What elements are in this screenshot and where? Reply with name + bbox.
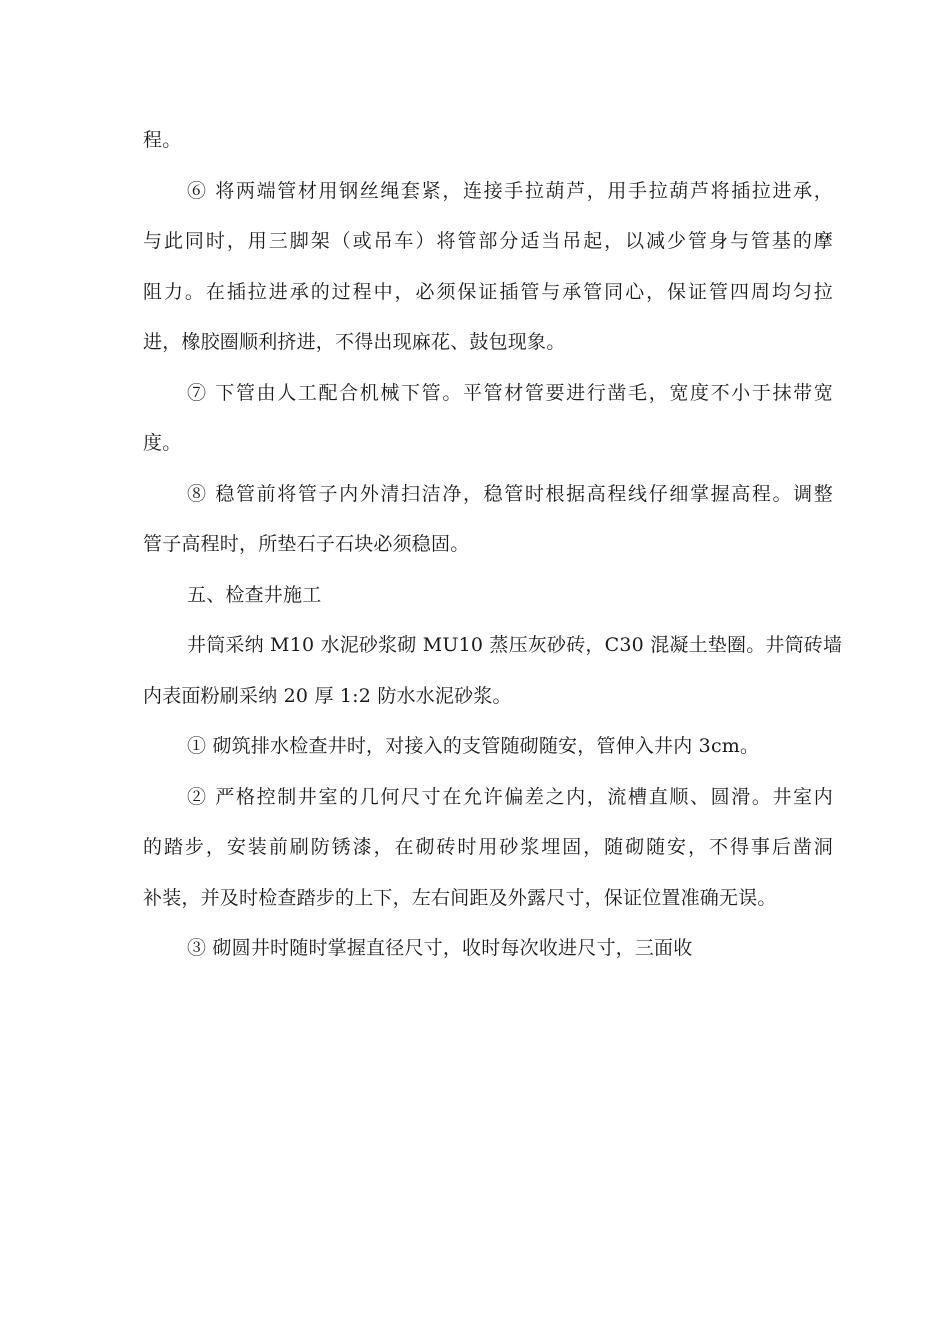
paragraph-item-3: ③ 砌圆井时随时掌握直径尺寸，收时每次收进尺寸，三面收: [187, 937, 693, 959]
paragraph-item-8-line-1: ⑧ 稳管前将管子内外清扫洁净，稳管时根据高程线仔细掌握高程。调整: [187, 482, 833, 505]
paragraph-item-2-line-3: 补装，并及时检查踏步的上下，左右间距及外露尺寸，保证位置准确无误。: [143, 886, 777, 909]
paragraph-item-2-line-2: 的踏步，安装前刷防锈漆，在砌砖时用砂浆埋固，随砌随安，不得事后凿洞: [143, 836, 833, 858]
paragraph-item-6-line-2: 与此同时，用三脚架（或吊车）将管部分适当吊起，以减少管身与管基的摩: [143, 230, 833, 252]
paragraph-item-1: ① 砌筑排水检查井时，对接入的支管随砌随安，管伸入井内 3cm。: [187, 735, 760, 757]
paragraph-item-7-line-1: ⑦ 下管由人工配合机械下管。平管材管要进行凿毛，宽度不小于抹带宽: [187, 381, 833, 404]
paragraph-item-8-line-2: 管子高程时，所垫石子石块必须稳固。: [143, 533, 470, 555]
paragraph-item-6-line-1: ⑥ 将两端管材用钢丝绳套紧，连接手拉葫芦，用手拉葫芦将插拉进承，: [187, 179, 833, 202]
paragraph-item-6-line-4: 进，橡胶圈顺利挤进，不得出现麻花、鼓包现象。: [143, 331, 566, 353]
paragraph-item-7-line-2: 度。: [143, 432, 182, 454]
text-line: 程。: [143, 129, 182, 151]
section-heading: 五、检查井施工: [187, 583, 322, 606]
paragraph-item-2-line-1: ② 严格控制井室的几何尺寸在允许偏差之内，流槽直顺、圆滑。井室内: [187, 785, 833, 808]
paragraph-item-6-line-3: 阻力。在插拉进承的过程中，必须保证插管与承管同心，保证管四周均匀拉: [143, 280, 833, 303]
document-body: [143, 118, 843, 977]
paragraph-intro-line-1: 井筒采纳 M10 水泥砂浆砌 MU10 蒸压灰砂砖，C30 混凝土垫圈。井筒砖墙: [187, 634, 843, 656]
paragraph-intro-line-2: 内表面粉刷采纳 20 厚 1:2 防水水泥砂浆。: [143, 684, 512, 707]
